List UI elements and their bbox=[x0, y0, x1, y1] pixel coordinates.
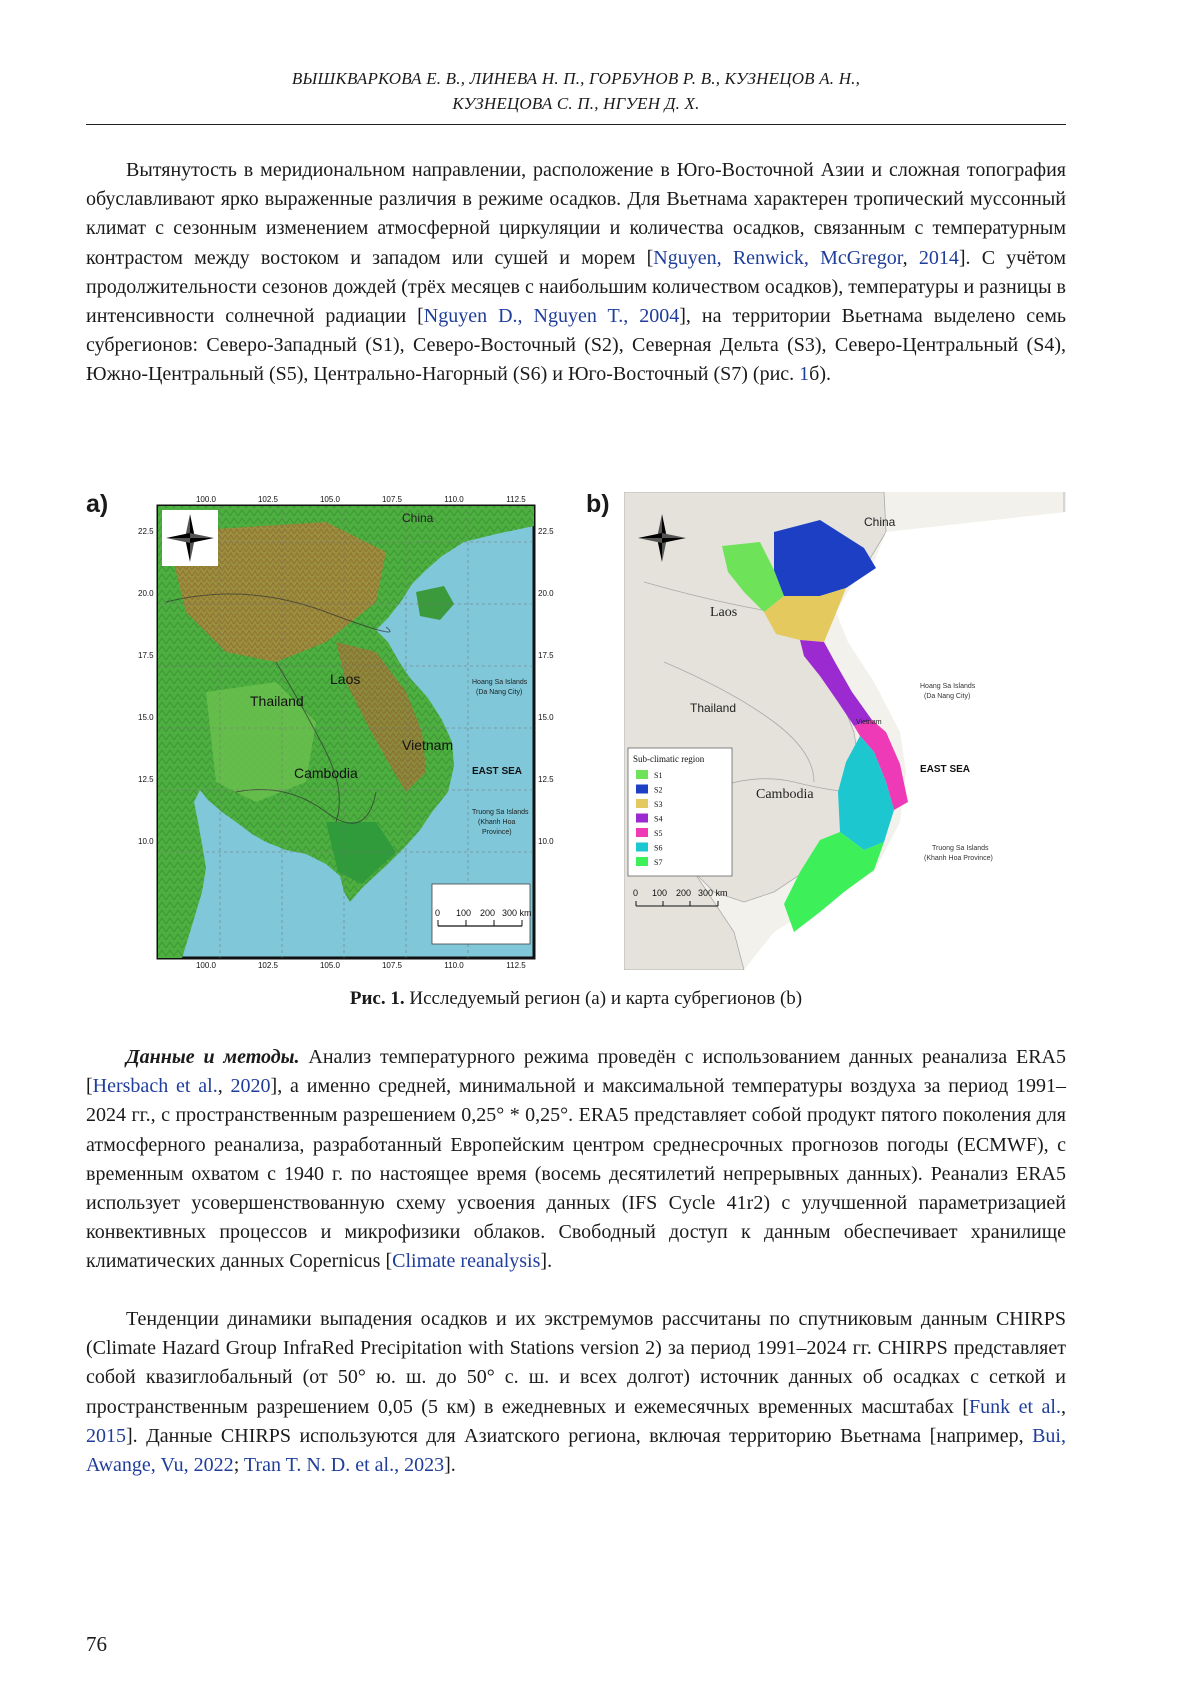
islands-label: (Da Nang City) bbox=[476, 689, 523, 696]
caption-label: Рис. 1. bbox=[349, 988, 405, 1009]
lon-tick-label: 110.0 bbox=[444, 961, 464, 970]
text-run: Тенденции динамики выпадения осадков и их экстремумов рассчитаны по спутниковым данным CHIRPS (Climate Hazard Group InfraRed Precipitation with Stations version 2) за период 1991–2024 гг. CHIRPS представляет собой квазиглобальный (от 50° ю. ш. до 50° с. ш. и всех долгот) источник данных об осадках с сеткой и пространственным разрешением 0,05 (5 км) в ежедневных и ежемесячных временных масштабах [ bbox=[86, 1308, 1066, 1418]
country-label-laos: Laos bbox=[330, 671, 361, 687]
lat-tick-label: 12.5 bbox=[138, 775, 154, 784]
text-run: , bbox=[1061, 1395, 1066, 1418]
citation-year-link[interactable]: 2020 bbox=[230, 1075, 271, 1098]
islands-label: Hoang Sa Islands bbox=[920, 683, 976, 690]
lat-tick-label: 10.0 bbox=[538, 837, 554, 846]
lon-tick-label: 107.5 bbox=[381, 961, 403, 970]
lon-tick-label: 102.5 bbox=[257, 961, 279, 970]
intro-paragraph bbox=[86, 156, 1066, 390]
scale-label: 100 bbox=[456, 908, 472, 918]
lon-tick-label: 105.0 bbox=[319, 495, 341, 504]
running-header bbox=[86, 66, 1066, 116]
lon-tick-label: 105.0 bbox=[319, 961, 341, 970]
data-methods-paragraph bbox=[86, 1043, 1066, 1277]
legend-swatch-s2 bbox=[636, 785, 648, 794]
lat-tick-label: 17.5 bbox=[138, 651, 154, 660]
citation-year-link[interactable]: 2015 bbox=[86, 1424, 126, 1447]
legend-swatch-s1 bbox=[636, 770, 648, 779]
islands-label: (Khanh Hoa Province) bbox=[924, 855, 993, 862]
chirps-paragraph bbox=[86, 1305, 1066, 1480]
islands-label: (Da Nang City) bbox=[924, 693, 971, 700]
sea-label: EAST SEA bbox=[472, 766, 523, 777]
citation-link[interactable]: Climate reanalysis bbox=[392, 1250, 541, 1273]
islands-label: Province) bbox=[482, 829, 512, 836]
legend-title: Sub-climatic region bbox=[633, 754, 705, 764]
text-run: ; bbox=[233, 1454, 244, 1477]
north-arrow-icon bbox=[162, 510, 218, 566]
lon-tick-label: 100.0 bbox=[195, 961, 217, 970]
scale-bar bbox=[432, 884, 532, 944]
figure-ref-link[interactable]: 1 bbox=[799, 363, 810, 386]
lat-tick-label: 20.0 bbox=[138, 589, 154, 598]
citation-link[interactable]: Bui, Awange, Vu, 2022 bbox=[86, 1424, 1066, 1477]
lon-tick-label: 107.5 bbox=[381, 495, 403, 504]
legend-label-s4: S4 bbox=[654, 814, 663, 824]
lat-tick-label: 22.5 bbox=[538, 527, 554, 536]
text-run: Анализ температурного режима проведён с использованием данных реанализа ERA5 [ bbox=[86, 1046, 1067, 1098]
lon-tick-label: 102.5 bbox=[257, 495, 279, 504]
citation-link[interactable]: Nguyen, Renwick, McGregor bbox=[653, 246, 903, 269]
country-label-thailand: Thailand bbox=[690, 701, 737, 715]
figure-1 bbox=[86, 492, 1066, 972]
scale-label: 300 km bbox=[502, 908, 532, 918]
lat-tick-label: 10.0 bbox=[138, 837, 154, 846]
lon-tick-label: 112.5 bbox=[506, 961, 526, 970]
text-run: ], на территории Вьетнама выделено семь субрегионов: Северо-Западный (S1), Северо-Восточный (S2), Северная Дельта (S3), Северо-Центральный (S4), Южно-Центральный (S5), Центрально-Нагорный (S6) и Юго-Восточный (S7) (рис. bbox=[86, 305, 1066, 386]
islands-label: Truong Sa Islands bbox=[472, 809, 529, 816]
citation-year-link[interactable]: 2014 bbox=[918, 246, 959, 269]
country-label-vietnam: Vietnam bbox=[856, 719, 882, 726]
caption-text: Исследуемый регион (a) и карта субрегионов (b) bbox=[404, 988, 803, 1009]
legend bbox=[628, 748, 732, 876]
citation-link[interactable]: Tran T. N. D. et al., 2023 bbox=[243, 1454, 445, 1477]
section-lead: Данные и методы. bbox=[126, 1046, 300, 1068]
lat-tick-label: 22.5 bbox=[138, 527, 154, 536]
text-run: , bbox=[217, 1075, 231, 1098]
text-run: ]. С учётом продолжительности сезонов дождей (трёх месяцев с наибольшим количеством осадков), температуры и разницы в интенсивности солнечной радиации [ bbox=[86, 246, 1066, 328]
lat-tick-label: 15.0 bbox=[138, 713, 154, 722]
country-label-thailand: Thailand bbox=[250, 693, 304, 709]
lat-tick-label: 15.0 bbox=[538, 713, 554, 722]
text-run: ]. bbox=[444, 1454, 456, 1477]
lon-tick-label: 100.0 bbox=[195, 495, 217, 504]
country-label-vietnam: Vietnam bbox=[402, 737, 454, 753]
scale-label: 0 bbox=[633, 888, 639, 898]
lon-tick-label: 110.0 bbox=[444, 495, 464, 504]
citation-link[interactable]: Nguyen D., Nguyen T., 2004 bbox=[423, 305, 680, 328]
lat-tick-label: 20.0 bbox=[538, 589, 554, 598]
country-label-cambodia: Cambodia bbox=[294, 765, 358, 781]
text-run: ], а именно средней, минимальной и максимальной температуры воздуха за период 1991–2024 гг., с пространственным разрешением 0,25° * 0,25°. ERA5 представляет собой продукт пятого поколения для атмосферного реанализа, разработанный Европейским центром среднесрочных прогнозов погоды (ECMWF), с временным охватом с 1940 г. по настоящее время (восемь десятилетий непрерывных данных). Реанализ ERA5 использует усовершенствованную схему усвоения данных (IFS Cycle 41r2) с улучшенной параметризацией конвективных процессов и микрофизики облаков. Свободный доступ к данным обеспечивает хранилище климатических данных Copernicus [ bbox=[86, 1075, 1067, 1273]
terrain-map-a bbox=[126, 492, 566, 970]
header-authors-line-1: ВЫШКВАРКОВА Е. В., ЛИНЕВА Н. П., ГОРБУНОВ Р. В., КУЗНЕЦОВ А. Н., bbox=[291, 69, 861, 88]
legend-label-s6: S6 bbox=[654, 843, 663, 853]
legend-label-s2: S2 bbox=[654, 785, 663, 795]
lat-tick-label: 12.5 bbox=[538, 775, 554, 784]
legend-swatch-s5 bbox=[636, 828, 648, 837]
country-label-china: China bbox=[402, 511, 434, 525]
scale-label: 200 bbox=[676, 888, 692, 898]
lat-tick-label: 17.5 bbox=[538, 651, 554, 660]
citation-link[interactable]: Hersbach et al. bbox=[92, 1075, 218, 1098]
sea-label: EAST SEA bbox=[920, 764, 971, 775]
citation-link[interactable]: Funk et al. bbox=[969, 1395, 1061, 1418]
legend-swatch-s4 bbox=[636, 814, 648, 823]
islands-label: Hoang Sa Islands bbox=[472, 679, 528, 686]
country-label-china: China bbox=[864, 515, 896, 529]
scale-label: 100 bbox=[652, 888, 668, 898]
figure-caption bbox=[86, 988, 1066, 1010]
panel-a-label: a) bbox=[86, 490, 109, 518]
islands-label: (Khanh Hoa bbox=[478, 819, 516, 826]
scale-label: 300 km bbox=[698, 888, 728, 898]
islands-label: Truong Sa Islands bbox=[932, 845, 989, 852]
text-run: ]. Данные CHIRPS используются для Азиатского региона, включая территорию Вьетнама [например, bbox=[126, 1424, 1033, 1447]
lon-tick-label: 112.5 bbox=[506, 495, 526, 504]
scale-label: 200 bbox=[480, 908, 496, 918]
country-label-cambodia: Cambodia bbox=[756, 787, 814, 802]
country-label-laos: Laos bbox=[710, 605, 738, 620]
text-run: Вытянутость в меридиональном направлении, расположение в Юго-Восточной Азии и сложная топография обуславливают ярко выраженные различия в режиме осадков. Для Вьетнама характерен тропический муссонный климат с сезонным изменением атмосферной циркуляции и количества осадков, связанным с температурным контрастом между востоком и западом или сушей и морем [ bbox=[86, 159, 1066, 269]
legend-swatch-s7 bbox=[636, 857, 648, 866]
panel-b-label: b) bbox=[586, 490, 610, 518]
legend-swatch-s6 bbox=[636, 843, 648, 852]
page-number: 76 bbox=[86, 1632, 107, 1656]
header-authors-line-2: КУЗНЕЦОВА С. П., НГУЕН Д. Х. bbox=[452, 94, 700, 113]
legend-label-s3: S3 bbox=[654, 800, 663, 809]
legend-label-s1: S1 bbox=[654, 771, 663, 780]
subregion-map-b bbox=[624, 492, 1066, 970]
legend-label-s7: S7 bbox=[654, 858, 663, 867]
legend-label-s5: S5 bbox=[654, 829, 663, 838]
scale-label: 0 bbox=[435, 908, 441, 918]
text-run: ]. bbox=[540, 1250, 553, 1273]
legend-swatch-s3 bbox=[636, 799, 648, 808]
header-divider bbox=[86, 124, 1066, 125]
text-run: б). bbox=[809, 363, 831, 386]
text-run: , bbox=[902, 246, 919, 269]
